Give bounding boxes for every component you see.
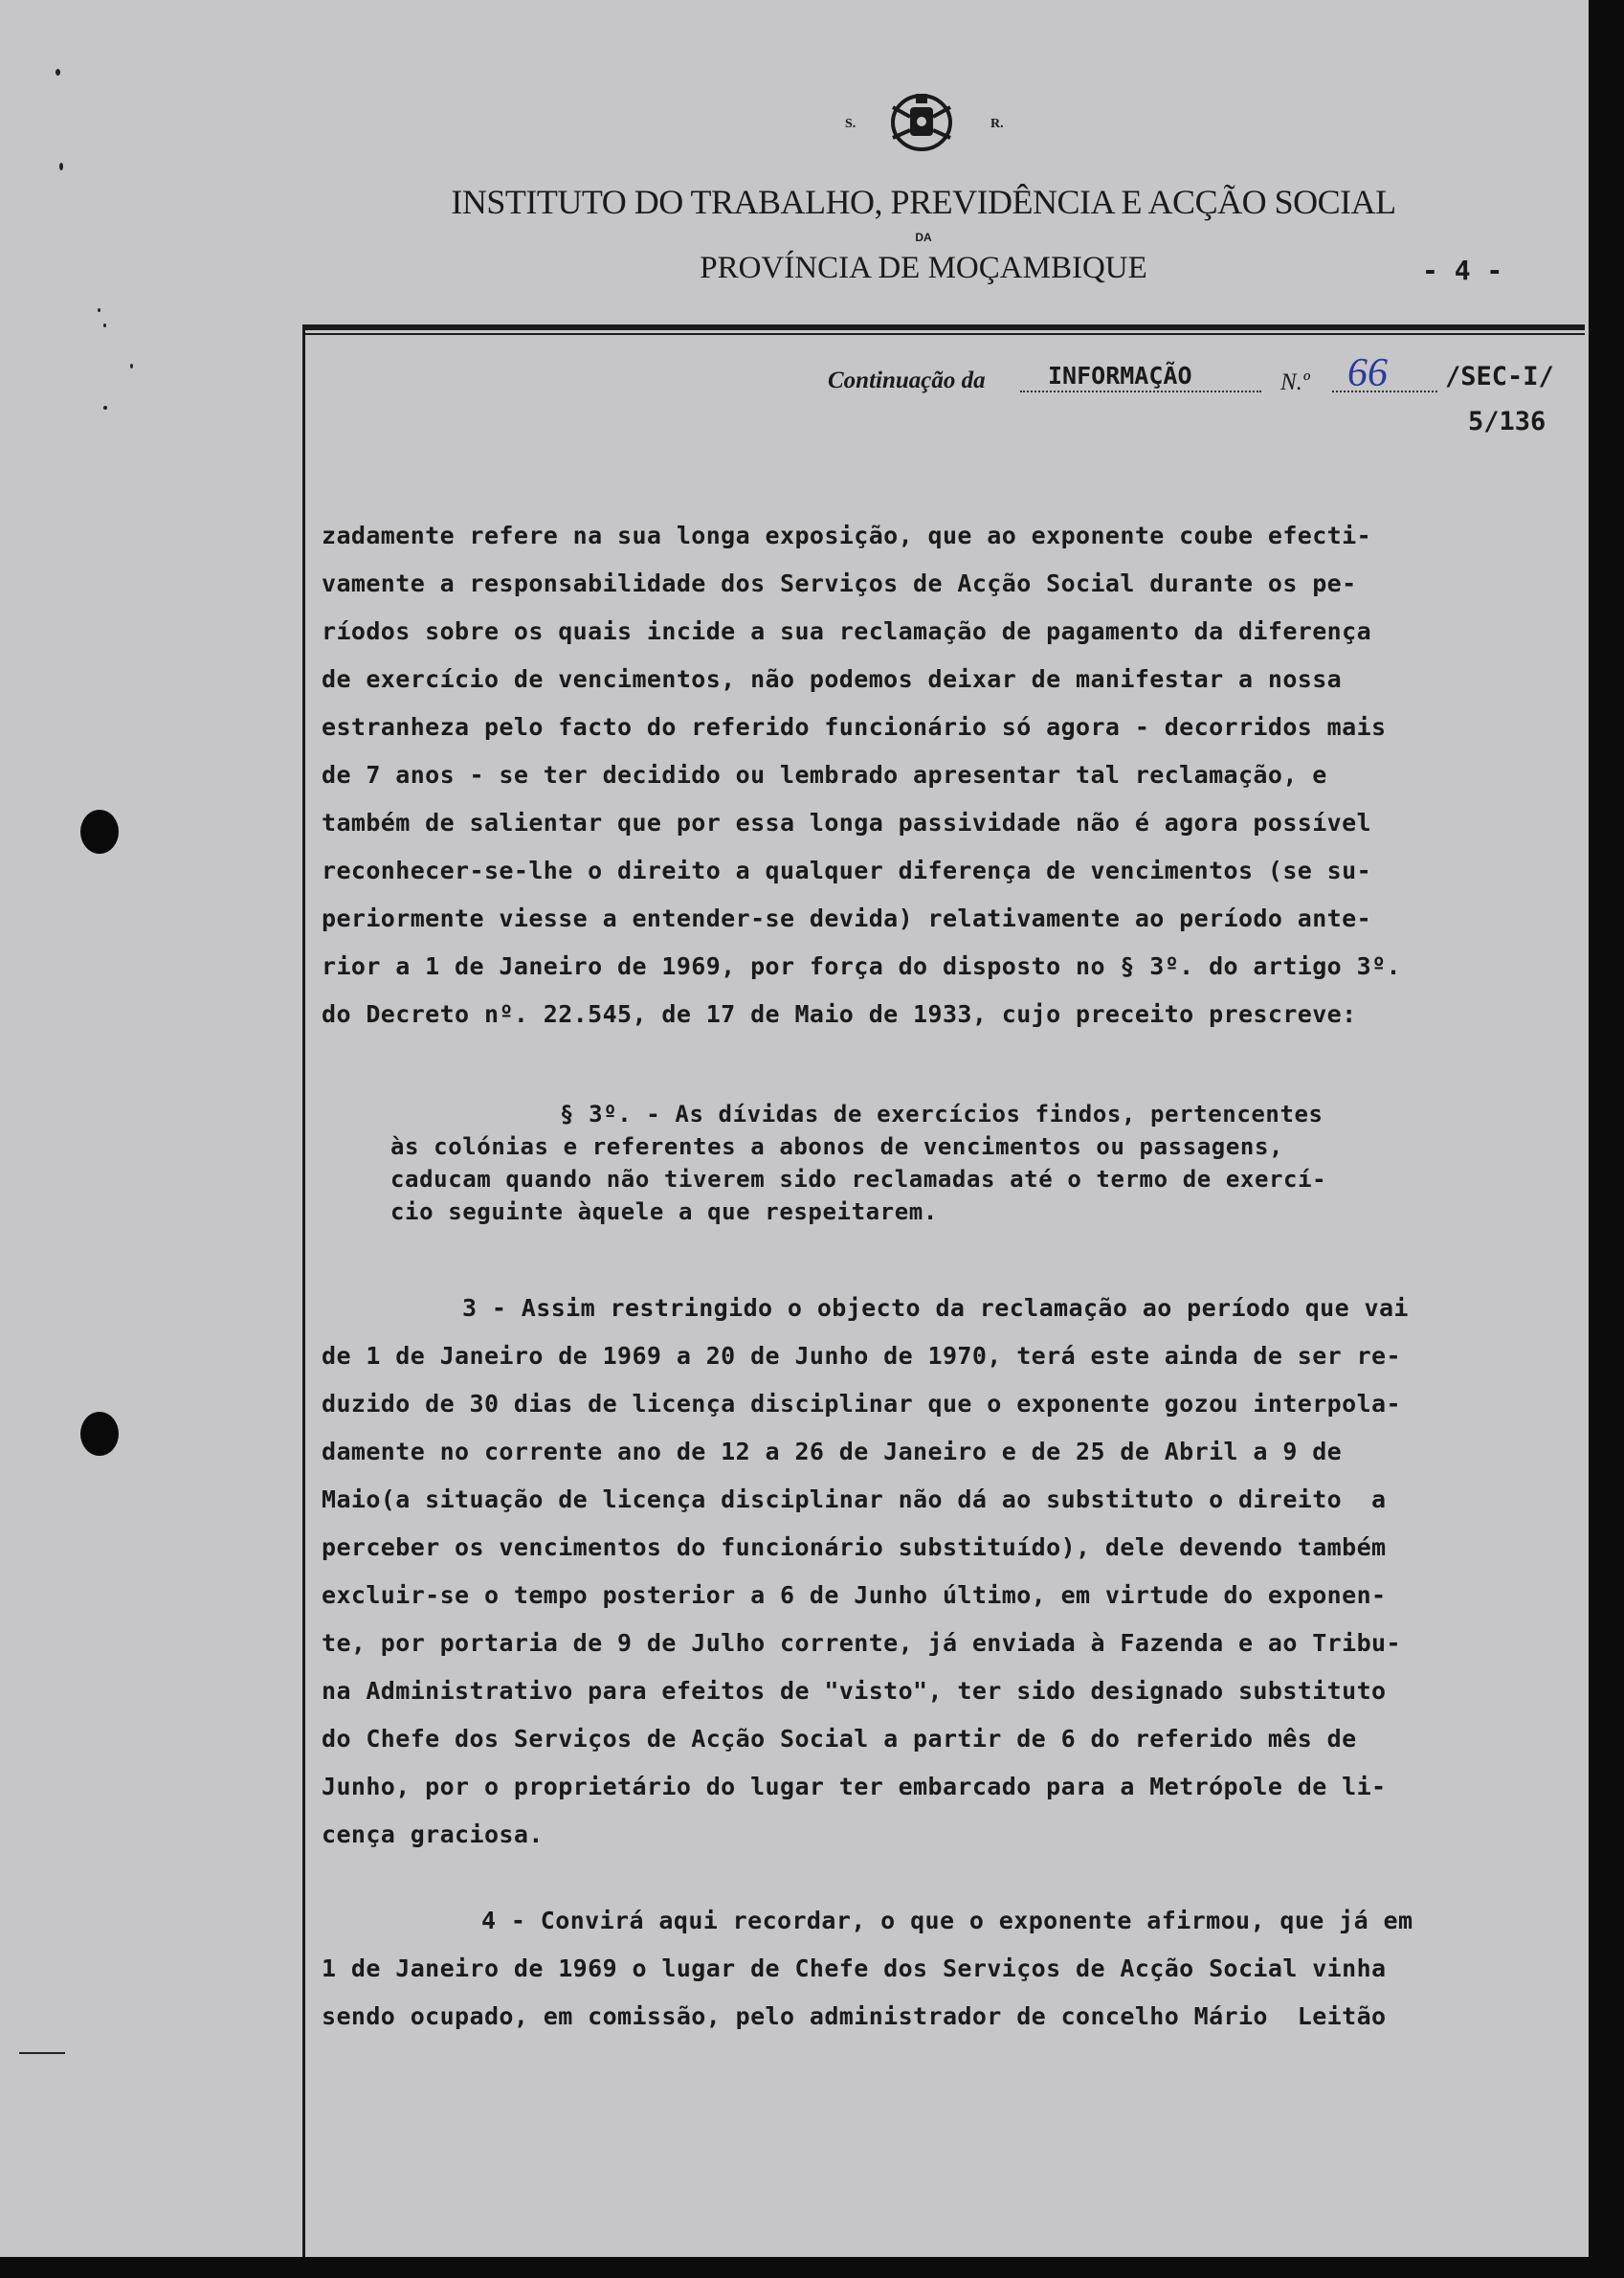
body-line: damente no corrente ano de 12 a 26 de Janeiro e de 25 de Abril a 9 de [322,1438,1343,1465]
page-number: - 4 - [1422,255,1503,286]
quote-line: caducam quando não tiverem sido reclamadas até o termo de exercí- [390,1166,1327,1193]
body-line: cença graciosa. [322,1820,544,1848]
scan-border-bottom [0,2257,1624,2278]
body-line: estranheza pelo facto do referido funcionário só agora - decorridos mais [322,713,1387,741]
body-line: de 1 de Janeiro de 1969 a 20 de Junho de 1970, terá este ainda de ser re- [322,1342,1401,1370]
margin-rule-left [302,324,305,2257]
body-line: sendo ocupado, em comissão, pelo administrador de concelho Mário Leitão [322,2002,1387,2030]
body-line: vamente a responsabilidade dos Serviços de Acção Social durante os pe- [322,570,1357,597]
body-line: 1 de Janeiro de 1969 o lugar de Chefe dos Serviços de Acção Social vinha [322,1954,1387,1982]
body-line: Junho, por o proprietário do lugar ter embarcado para a Metrópole de li- [322,1773,1387,1800]
scan-speck [59,163,63,170]
body-line: periormente viesse a entender-se devida) relativamente ao período ante- [322,904,1372,932]
body-line: te, por portaria de 9 de Julho corrente, já enviada à Fazenda e ao Tribu- [322,1629,1401,1657]
emblem-letter-s: S. [845,117,856,131]
body-line: duzido de 30 dias de licença disciplinar que o exponente gozou interpola- [322,1390,1401,1418]
body-line: 4 - Convirá aqui recordar, o que o exponente afirmou, que já em [481,1907,1413,1934]
scan-speck [103,406,107,410]
punch-hole [80,810,119,854]
document-type: INFORMAÇÃO [1048,362,1192,390]
margin-mark [19,2052,65,2054]
punch-hole [80,1412,119,1456]
number-label: N.º [1280,369,1310,395]
coat-of-arms-icon [883,88,960,157]
body-line: ríodos sobre os quais incide a sua reclamação de pagamento da diferença [322,617,1372,645]
body-line: do Chefe dos Serviços de Acção Social a partir de 6 do referido mês de [322,1725,1357,1753]
quote-line: cio seguinte àquele a que respeitarem. [390,1198,938,1225]
province-title: PROVÍNCIA DE MOÇAMBIQUE [700,251,1147,285]
body-line: do Decreto nº. 22.545, de 17 de Maio de 1933, cujo preceito prescreve: [322,1000,1357,1028]
institute-title: INSTITUTO DO TRABALHO, PREVIDÊNCIA E ACÇÃO SOCIAL [451,183,1396,221]
institute-da: DA [915,231,932,244]
body-line: na Administrativo para efeitos de "visto", ter sido designado substituto [322,1677,1387,1705]
body-line: de exercício de vencimentos, não podemos deixar de manifestar a nossa [322,665,1343,693]
body-line: excluir-se o tempo posterior a 6 de Junho último, em virtude do exponen- [322,1581,1387,1609]
body-line: perceber os vencimentos do funcionário substituído), dele devendo também [322,1533,1387,1561]
body-line: de 7 anos - se ter decidido ou lembrado apresentar tal reclamação, e [322,761,1327,789]
quote-line: § 3º. - As dívidas de exercícios findos, pertencentes [560,1101,1324,1128]
body-line: 3 - Assim restringido o objecto da reclamação ao período que vai [462,1294,1409,1322]
body-line: Maio(a situação de licença disciplinar não dá ao substituto o direito a [322,1485,1387,1513]
handwritten-number: 66 [1347,351,1388,395]
body-line: zadamente refere na sua longa exposição, que ao exponente coube efecti- [322,522,1372,549]
scan-border-right [1589,0,1624,2278]
reference-code-sub: 5/136 [1468,407,1546,436]
body-line: reconhecer-se-lhe o direito a qualquer diferença de vencimentos (se su- [322,857,1372,884]
dotted-line [1020,391,1261,392]
body-line: rior a 1 de Janeiro de 1969, por força do disposto no § 3º. do artigo 3º. [322,952,1401,980]
emblem-letter-r: R. [990,117,1004,131]
scan-speck [103,324,106,327]
reference-code: /SEC-I/ [1445,362,1554,391]
scan-speck [56,69,60,76]
quote-line: às colónias e referentes a abonos de vencimentos ou passagens, [390,1133,1284,1160]
scan-speck [98,308,100,312]
body-line: também de salientar que por essa longa passividade não é agora possível [322,809,1372,837]
header-rule [302,324,1585,330]
continuation-label: Continuação da [828,368,986,393]
header-rule-thin [302,333,1585,335]
scan-speck [130,364,133,368]
